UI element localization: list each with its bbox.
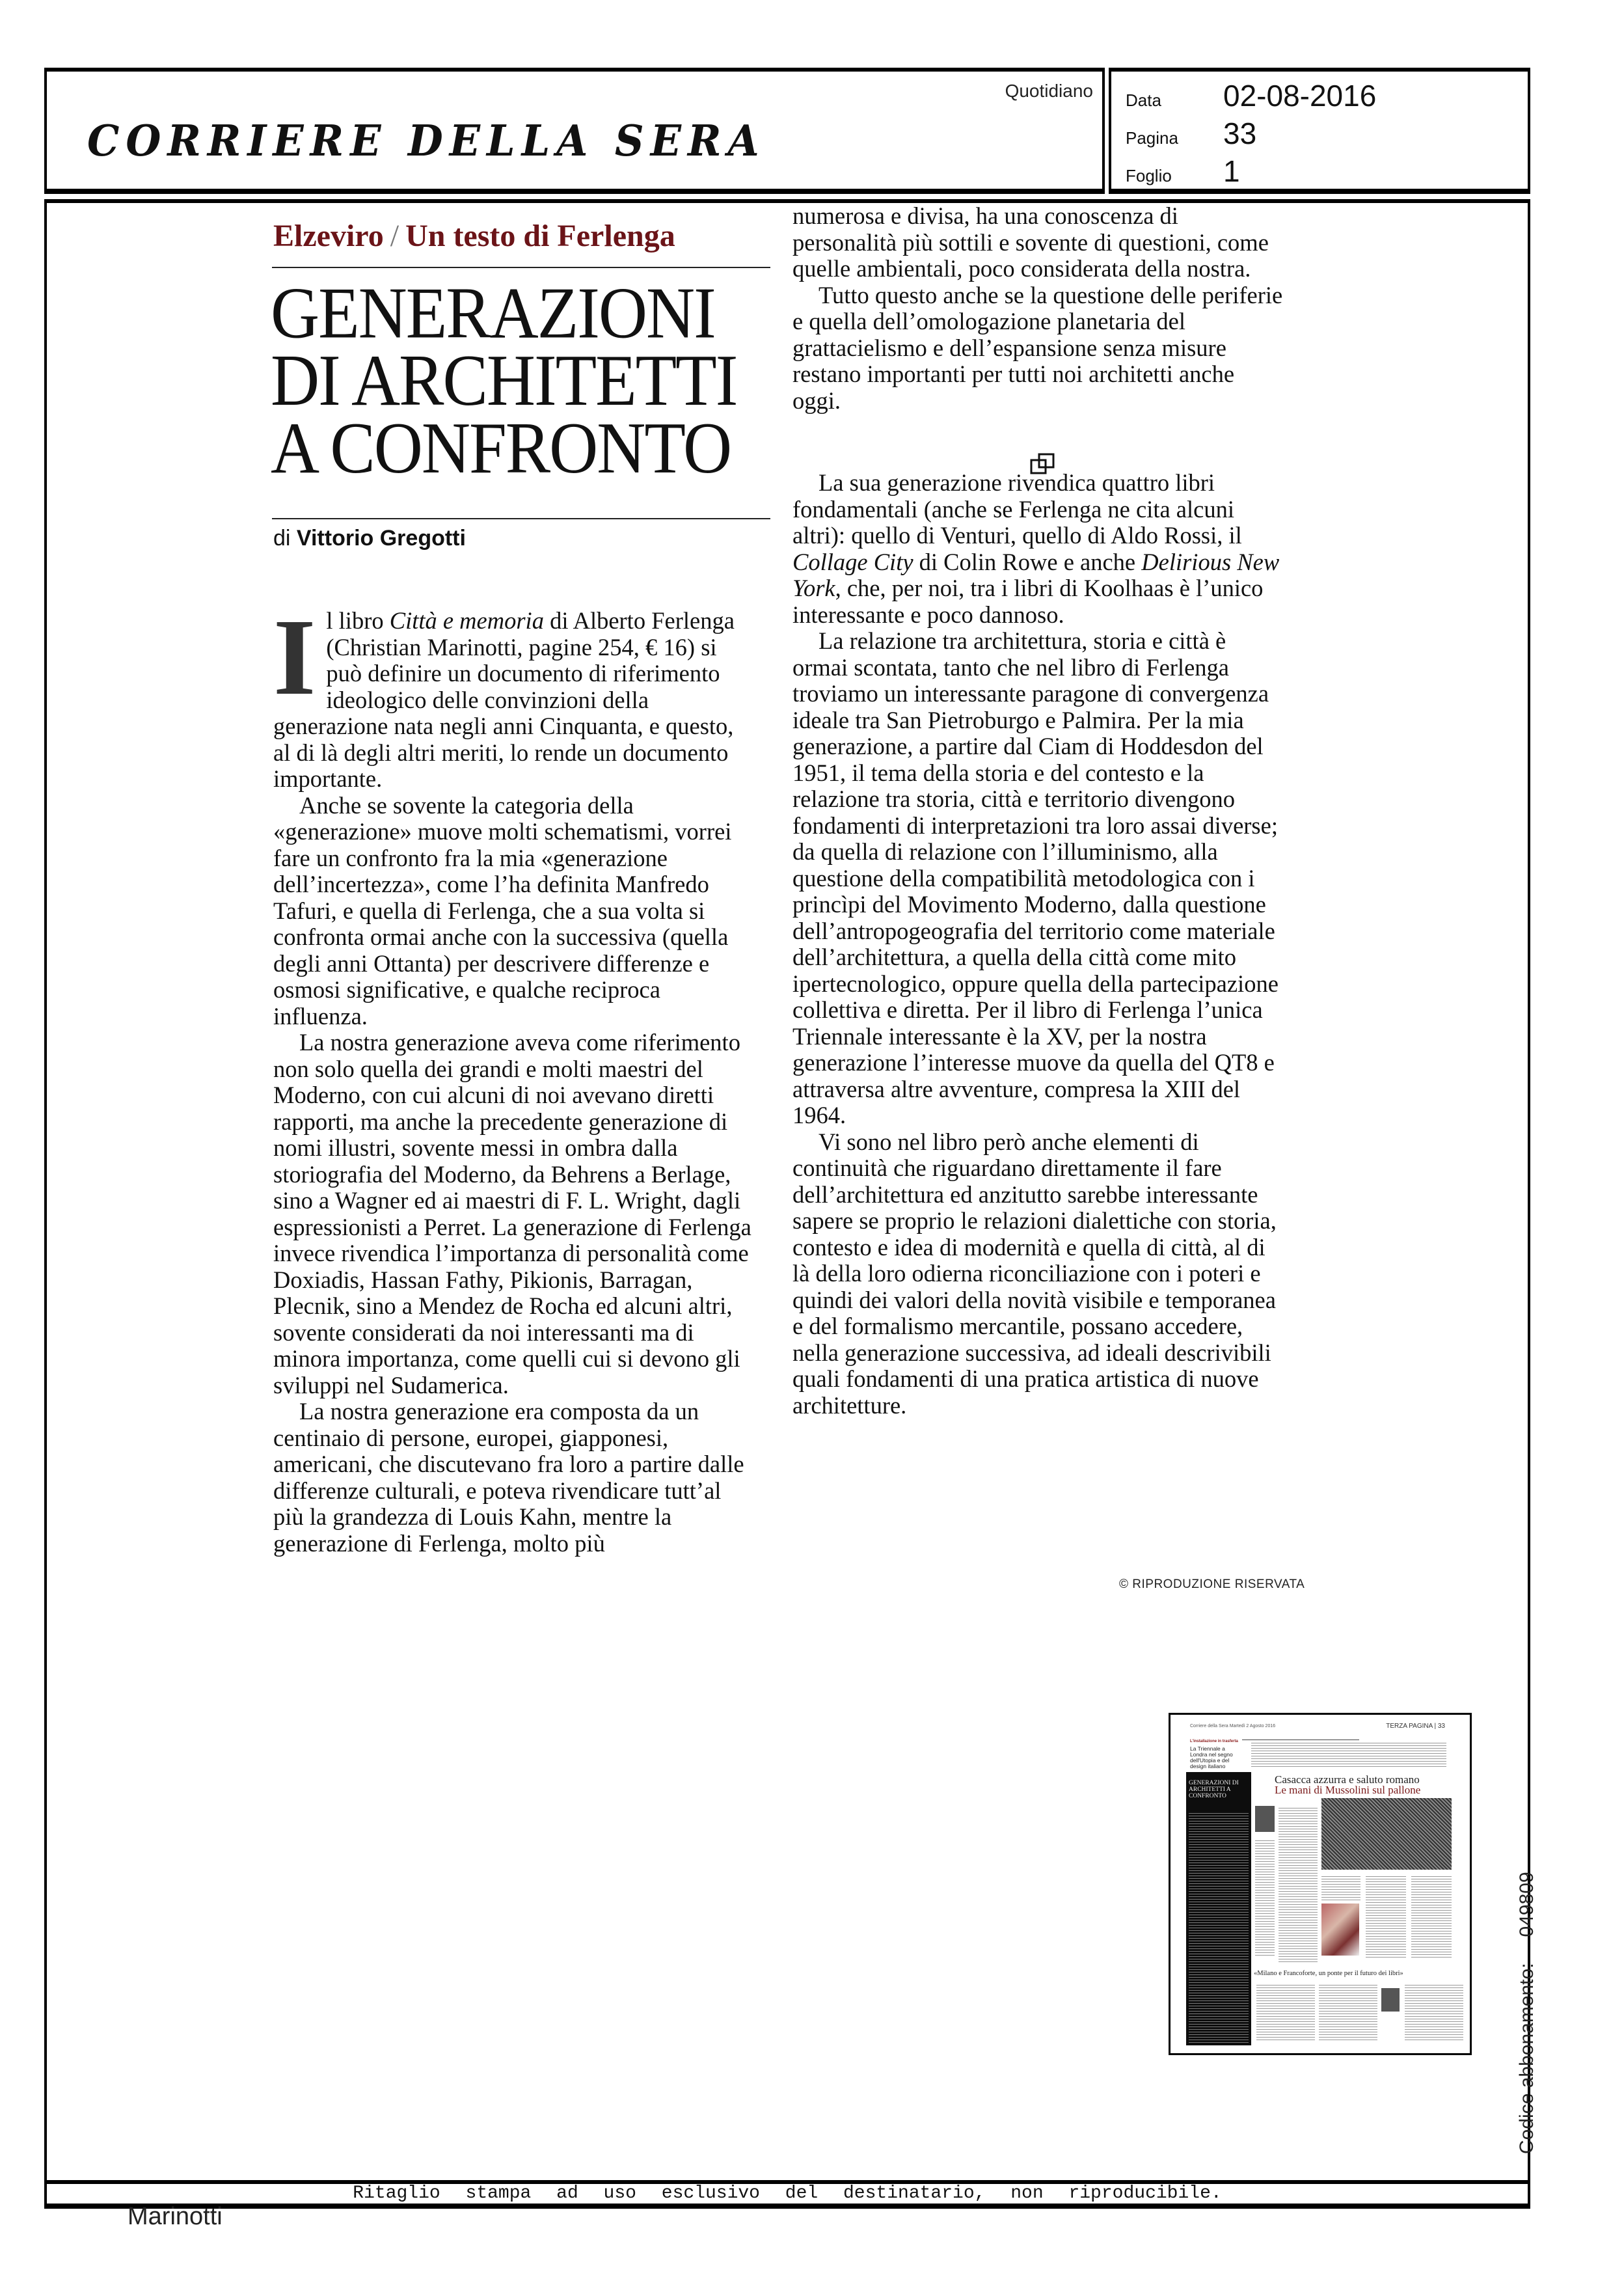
paragraph-text: di Alberto Ferlenga (Christian Marinotti, pagine 254, € 16) si può definire un documento di riferimento ideologico delle convinzioni della generazione nata negli anni Cinquanta, e questo, al di là degli altri meriti, lo rende un documento importante. <box>273 607 735 792</box>
sheet-label: Foglio <box>1126 166 1172 185</box>
headline-line-3: A CONFRONTO <box>271 407 731 489</box>
paragraph-8: La relazione tra architettura, storia e città è ormai scontata, tanto che nel libro di Ferlenga troviamo un interessante paragone di convergenza ideale tra San Pietroburgo e Palmira. Per la mia generazione, a partire dal Ciam di Hoddesdon del 1951, il tema della storia e del contesto e la relazione tra storia, città e territorio divengono fondamenti di interpretazioni tra loro assai diverse; da quella di relazione con l’illuminismo, alla questione della compatibilità metodologica con i princìpi del Movimento Moderno, dalla questione dell’antropogeografia del territorio come materiale dell’architettura, a quella della città come mito ipertecnologico, oppure quella della partecipazione collettiva e diretta. Per il libro di Ferlenga l’unica Triennale interessante è la XV, per la nostra generazione l’interesse muove da quella del QT8 e attraversa altre avventure, compresa la XIII del 1964. <box>792 627 1279 1128</box>
paragraph-text: di Colin Rowe e anche <box>913 548 1142 575</box>
paragraph-text: l libro <box>326 607 390 634</box>
meta-page <box>1126 116 1256 151</box>
thumb-sub-headline: «Milano e Francoforte, un ponte per il futuro dei libri» <box>1254 1970 1403 1977</box>
thumb-elzeviro-title: GENERAZIONI DI ARCHITETTI A CONFRONTO <box>1189 1780 1239 1799</box>
paragraph-9: Vi sono nel libro però anche elementi di continuità che riguardano direttamente il fare dell’architettura ed anzitutto sarebbe interessante sapere se proprio le relazioni dialettiche con storia, contesto e idea di modernità e quella di città, al di là della loro odierna riconciliazione con i poteri e quindi dei valori della novità visibile e temporanea e del formalismo mercantile, possano accedere, nella generazione successiva, ad ideali descrivibili quali fondamenti di una pratica artistica di nuove architetture. <box>792 1128 1277 1419</box>
kicker-separator: / <box>390 219 399 253</box>
headline-line-1: GENERAZIONI <box>271 273 715 354</box>
byline-prefix: di <box>273 526 291 551</box>
masthead-logo: CORRIERE DELLA SERA <box>87 116 766 166</box>
article-column-right <box>792 203 1287 1419</box>
article-headline <box>271 273 737 489</box>
byline-rule <box>272 518 770 519</box>
thumb-portrait <box>1381 1988 1400 2012</box>
publisher-name: Marinotti <box>128 2203 223 2230</box>
paragraph-3: La nostra generazione aveva come riferimento non solo quella dei grandi e molti maestri del Moderno, con cui alcuni di noi avevano diretti rapporti, ma anche la precedente generazione di nomi illustri, sovente messi in ombra dalla storiografia del Moderno, da Behrens a Berlage, sino a Wagner ed ai maestri di F. L. Wright, dagli espressionisti a Perret. La generazione di Ferlenga invece rivendica l’importanza di personalità come Doxiadis, Hassan Fathy, Pikionis, Barragan, Plecnik, sino a Mendez de Rocha ed alcuni altri, sovente considerati da noi interessanti ma di minora importanza, come quelli cui si devono gli sviluppi nel Sudamerica. <box>273 1029 751 1399</box>
thumb-text <box>1321 1874 1360 1900</box>
paragraph-5: numerosa e divisa, ha una conoscenza di personalità più sottili e sovente di questioni, come quelle ambientali, poco considerata della nostra. <box>792 202 1269 282</box>
paragraph-6: Tutto questo anche se la questione delle periferie e quella dell’omologazione planetaria del grattacielismo e dell’espansione senza misure restano importanti per tutti noi architetti anche oggi. <box>792 281 1283 414</box>
header-masthead-box <box>44 68 1105 194</box>
thumb-text <box>1405 1983 1463 2041</box>
byline-author: Vittorio Gregotti <box>296 526 466 551</box>
footer-notice: Ritaglio stampa ad uso esclusivo del destinatario, non riproducibile. <box>353 2183 1222 2204</box>
book-title: Città e memoria <box>389 607 544 634</box>
dropcap: I <box>273 597 316 718</box>
thumb-photo <box>1321 1798 1452 1870</box>
kicker-section: Elzeviro <box>273 219 384 253</box>
date-label: Data <box>1126 90 1161 110</box>
thumb-page-label: TERZA PAGINA | 33 <box>1386 1723 1445 1730</box>
article-column-left <box>273 597 755 1557</box>
byline <box>273 526 466 551</box>
thumb-side-title: La Triennale a Londra nel segno dell'Utopia e del design italiano <box>1190 1745 1233 1769</box>
thumb-main-headline <box>1275 1775 1470 1795</box>
thumb-elzeviro-text <box>1189 1811 1249 2043</box>
copyright-notice: © RIPRODUZIONE RISERVATA <box>1119 1577 1305 1591</box>
paragraph-1 <box>273 597 755 793</box>
paragraph-2: Anche se sovente la categoria della «generazione» muove molti schematismi, vorrei fare un confronto fra la mia «generazione dell’incertezza», come l’ha definita Manfredo Tafuri, e quella di Ferlenga, che a sua volta si confronta ormai anche con la successiva (quella degli anni Ottanta) per descrivere differenze e osmosi significative, e qualche reciproca influenza. <box>273 791 732 1030</box>
subscription-code <box>1516 1872 1538 2154</box>
subscription-code-label: Codice abbonamento: <box>1516 1963 1537 2154</box>
thumb-text <box>1256 1983 1315 2041</box>
book-title: Delirious New York <box>792 548 1280 601</box>
date-value: 02-08-2016 <box>1223 79 1377 113</box>
kicker-topic: Un testo di Ferlenga <box>405 219 675 253</box>
headline-line-2: DI ARCHITETTI <box>271 340 737 422</box>
sheet-value: 1 <box>1223 154 1240 188</box>
subscription-code-value: 049809 <box>1516 1872 1537 1937</box>
page-thumbnail <box>1169 1713 1472 2055</box>
paragraph-text: La sua generazione rivendica quattro libri fondamentali (anche se Ferlenga ne cita alcuni altri): quello di Venturi, quello di Aldo Rossi, il <box>792 469 1242 549</box>
book-title: Collage City <box>792 548 914 575</box>
page-label: Pagina <box>1126 128 1178 148</box>
footer-notice-bar <box>44 2180 1530 2209</box>
thumb-headline-2: Le mani di Mussolini sul pallone <box>1275 1784 1421 1796</box>
thumb-text <box>1319 1983 1377 2041</box>
thumb-text <box>1255 1838 1275 1956</box>
thumb-headline-1: Casacca azzurra e saluto romano <box>1275 1773 1420 1786</box>
meta-sheet <box>1126 154 1240 189</box>
thumb-text <box>1279 1806 1318 1962</box>
overlapping-squares-icon <box>1030 452 1056 476</box>
kicker-rule <box>272 267 770 268</box>
thumb-stamp-image <box>1321 1904 1359 1956</box>
thumb-top-text <box>1251 1741 1446 1767</box>
page-value: 33 <box>1223 116 1257 150</box>
thumb-text <box>1411 1874 1452 1959</box>
article-kicker <box>273 218 675 254</box>
thumb-text <box>1366 1874 1406 1959</box>
header-meta-box <box>1109 68 1530 194</box>
thumb-side-kicker: L'installazione in trasferta <box>1190 1740 1238 1743</box>
meta-date <box>1126 78 1376 113</box>
thumb-author-photo <box>1255 1806 1275 1832</box>
publication-type: Quotidiano <box>1005 81 1093 101</box>
paragraph-text: , che, per noi, tra i libri di Koolhaas è l’unico interessante e poco dannoso. <box>792 575 1264 628</box>
thumb-date-line: Corriere della Sera Martedì 2 Agosto 2016 <box>1190 1724 1276 1728</box>
thumb-elzeviro-box <box>1186 1772 1251 2045</box>
paragraph-4: La nostra generazione era composta da un centinaio di persone, europei, giapponesi, americani, che discutevano fra loro a partire dalle differenze culturali, e poteva rivendicare tutt’al più la grandezza di Louis Kahn, mentre la generazione di Ferlenga, molto più <box>273 1398 744 1557</box>
paragraph-7 <box>792 470 1287 628</box>
